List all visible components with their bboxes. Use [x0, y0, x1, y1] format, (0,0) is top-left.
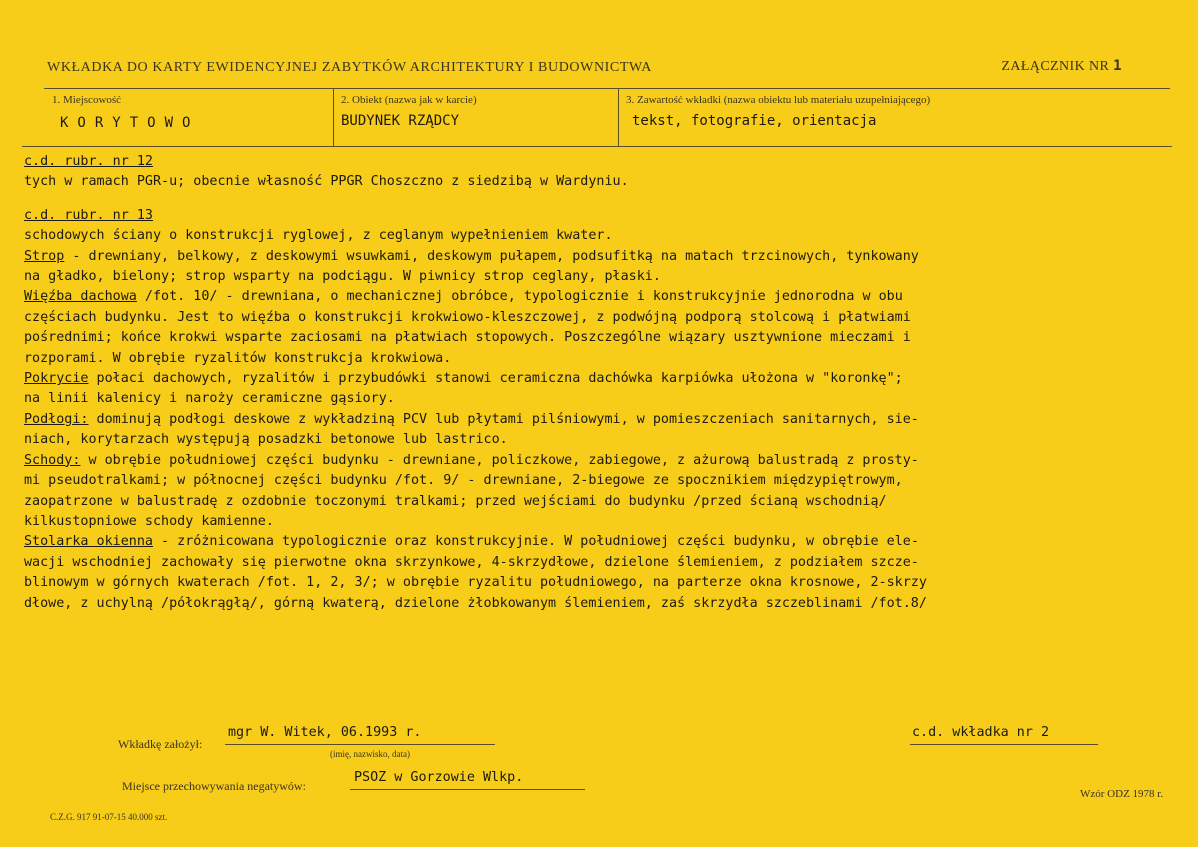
object-value: BUDYNEK RZĄDCY — [341, 113, 460, 129]
prepared-by-value: mgr W. Witek, 06.1993 r. — [228, 725, 422, 740]
text-line: połaci dachowych, ryzalitów i przybudówki stanowi ceramiczna dachówka karpiówka ułożona w "koronkę"; — [88, 371, 903, 387]
text-line: dłowe, z uchylną /półokrągłą/, górną kwaterą, dzielone żłobkowanym ślemieniem, zaś skrzydła szczeblinami /fot.8/ — [24, 595, 927, 611]
text-line: - zróżnicowana typologicznie oraz konstrukcyjnie. W południowej części budynku, w obrębie ele- — [153, 534, 919, 550]
prepared-by-rule — [225, 744, 495, 745]
term-stolarka: Stolarka okienna — [24, 534, 153, 550]
text-line: częściach budynku. Jest to więźba o konstrukcji krokwiowo-kleszczowej, z podwójną podporą stolcową i płatwiami — [24, 309, 911, 325]
text-line: /fot. 10/ - drewniana, o mechanicznej obróbce, typologicznie i konstrukcyjnie jednorodna w obu — [136, 289, 903, 305]
text-line: dominują podłogi deskowe z wykładziną PCV lub płytami pilśniowymi, w pomieszczeniach sanitarnych, sie- — [88, 411, 919, 427]
continued-ref: c.d. wkładka nr 2 — [912, 725, 1050, 740]
text-line: tych w ramach PGR-u; obecnie własność PPGR Choszczno z siedzibą w Wardyniu. — [24, 174, 629, 190]
section-ref-12: c.d. rubr. nr 12 — [24, 154, 153, 169]
storage-label: Miejsce przechowywania negatywów: — [122, 779, 306, 793]
text-line: wacji wschodniej zachowały się pierwotne okna skrzynkowe, 4-skrzydłowe, dzielone ślemieniem, z podziałem szcze- — [24, 554, 919, 570]
prepared-by-label: Wkładkę założył: — [118, 737, 203, 751]
text-line: na gładko, bielony; strop wsparty na podciągu. W piwnicy strop ceglany, płaski. — [24, 269, 661, 285]
storage-value: PSOZ w Gorzowie Wlkp. — [354, 770, 524, 785]
contents-value: tekst, fotografie, orientacja — [632, 113, 877, 129]
text-line: pośrednimi; końce krokwi wsparte zaciosami na płatwiach stopowych. Poszczególne wiązary usztywnione mieczami i — [24, 330, 911, 346]
locality-label: 1. Miejscowość — [52, 94, 122, 106]
annex-value: 1 — [1113, 58, 1122, 74]
text-line: - drewniany, belkowy, z deskowymi wsuwkami, deskowym pułapem, podsufitką na matach trzcinowych, tynkowany — [64, 248, 919, 264]
form-model: Wzór ODZ 1978 r. — [1080, 788, 1164, 800]
annex-label: ZAŁĄCZNIK NR — [1001, 59, 1110, 74]
term-pokrycie: Pokrycie — [24, 371, 89, 387]
continuation-text — [24, 152, 1174, 614]
text-line: schodowych ściany o konstrukcji ryglowej, z ceglanym wypełnieniem kwater. — [24, 228, 613, 244]
prepared-by-caption: (imię, nazwisko, data) — [330, 749, 410, 759]
text-line: w obrębie południowej części budynku - drewniane, policzkowe, zabiegowe, z ażurową balustradą z prosty- — [80, 452, 919, 468]
continued-rule — [910, 744, 1098, 745]
text-line: niach, korytarzach występują posadzki betonowe lub lastrico. — [24, 432, 508, 448]
section-ref-13: c.d. rubr. nr 13 — [24, 207, 153, 223]
field-divider-1 — [333, 88, 334, 146]
annex-number — [1001, 58, 1122, 75]
header-rule-bottom — [22, 146, 1172, 147]
term-wiezba: Więźba dachowa — [24, 289, 137, 305]
text-line: rozporami. W obrębie ryzalitów konstrukcja krokwiowa. — [24, 350, 452, 366]
contents-label: 3. Zawartość wkładki (nazwa obiektu lub materiału uzupełniającego) — [626, 94, 931, 106]
text-line: na linii kalenicy i naroży ceramiczne gąsiory. — [24, 391, 395, 407]
term-schody: Schody: — [24, 452, 81, 468]
term-podlogi: Podłogi: — [24, 411, 89, 427]
text-line: mi pseudotralkami; w północnej części budynku /fot. 9/ - drewniane, 2-biegowe ze spocznikiem międzypiętrowym, — [24, 473, 903, 489]
text-line: kilkustopniowe schody kamienne. — [24, 513, 274, 529]
storage-rule — [350, 789, 585, 790]
text-line: blinowym w górnych kwaterach /fot. 1, 2, 3/; w obrębie ryzalitu południowego, na parterze okna krosnowe, 2-skrzy — [24, 575, 927, 591]
header-rule-top — [44, 88, 1170, 89]
term-strop: Strop — [24, 248, 65, 264]
text-line: zaopatrzone w balustradę z ozdobnie toczonymi tralkami; przed wejściami do budynku /przed ścianą wschodnią/ — [24, 493, 887, 509]
print-info: C.Z.G. 917 91-07-15 40.000 szt. — [50, 812, 168, 822]
form-title: WKŁADKA DO KARTY EWIDENCYJNEJ ZABYTKÓW ARCHITEKTURY I BUDOWNICTWA — [47, 60, 652, 75]
object-label: 2. Obiekt (nazwa jak w karcie) — [341, 94, 477, 106]
locality-value: KORYTOWO — [60, 115, 200, 131]
field-divider-2 — [618, 88, 619, 146]
